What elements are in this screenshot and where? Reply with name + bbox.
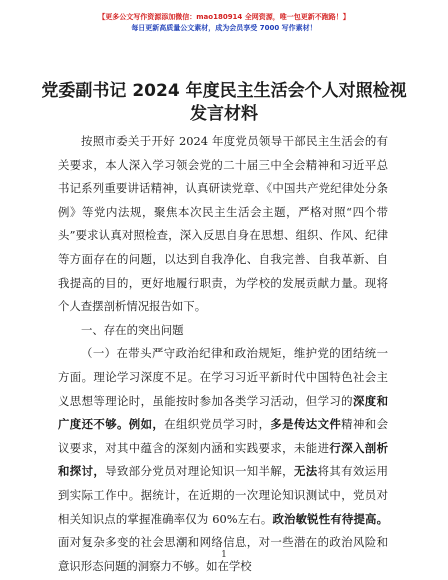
document-body — [58, 130, 388, 578]
problem-emphasis-4: 无法 — [293, 464, 318, 479]
problem-text-6: 面对复杂多变的社会思潮和网络信息，对一些潜在的政治风险和意识形态问题的洞察力不够。如在学校 — [58, 535, 388, 573]
problem-text-3: 精神和会议要求，对其中蕴含的深刻内涵和实践要求，未能进 — [58, 417, 388, 455]
promo-banner — [0, 12, 448, 34]
subsection-heading — [58, 342, 388, 578]
problem-text-2: 在组织党员学习时， — [164, 417, 271, 432]
promo-line-1: 【更多公文写作资源添加微信：mao180914 全网资源，唯一包更新不跑路！】 — [98, 13, 350, 21]
problem-text-4: 导致部分党员对理论知识一知半解， — [105, 464, 294, 479]
problem-emphasis-1: 深度和广度还不够。例如， — [58, 393, 388, 432]
intro-four-leads: “四个带头”要求认真对照检查，深入反思自身在思想、组织、作风、纪律等方面存在的问题，以达到自我净化、自我完善、自我革新、自我提高的目的，更好地履行职责，为学校的发展贡献力量。现将个人查摆剖析情况报告如下。 — [58, 204, 388, 314]
problem-emphasis-2: 多是传达文件 — [270, 417, 342, 432]
problem-emphasis-3: 行深入剖析和探讨， — [58, 440, 388, 479]
intro-text-bold: 按照市委关于开好 2024 年度党员领导干部民主生活会的有关要求，本人深入学习领会党的二十届三中全会精神和习近平总书记系列重要讲话精神，认真研读党章、《中国共产党纪律处分条例》等党内法规，聚焦本次民主生活会主题，严格对照 — [58, 134, 388, 219]
intro-paragraph — [58, 130, 388, 319]
section-heading: 一、存在的突出问题 — [81, 322, 184, 337]
problem-emphasis-5: 政治敏锐性有待提高。 — [272, 511, 388, 526]
page-number: 1 — [221, 550, 227, 560]
subsection-1-text: （一）在带头严守政治纪律和政治规矩，维护党的团结统一方面。 — [58, 346, 388, 384]
document-title: 党委副书记 2024 年度民主生活会个人对照检视发言材料 — [41, 81, 407, 124]
problem-text-1: 理论学习深度不足。在学习习近平新时代中国特色社会主义思想等理论时，虽能按时参加各类学习活动，但学习的 — [58, 369, 388, 408]
problem-text-5: 将其有效运用到实际工作中。据统计，在近期的一次理论知识测试中，党员对相关知识点的掌握准确率仅为 60%左右。 — [58, 464, 388, 526]
promo-line-2: 每日更新高质量公文素材，成为会员享受 7000 写作素材！ — [131, 24, 317, 32]
